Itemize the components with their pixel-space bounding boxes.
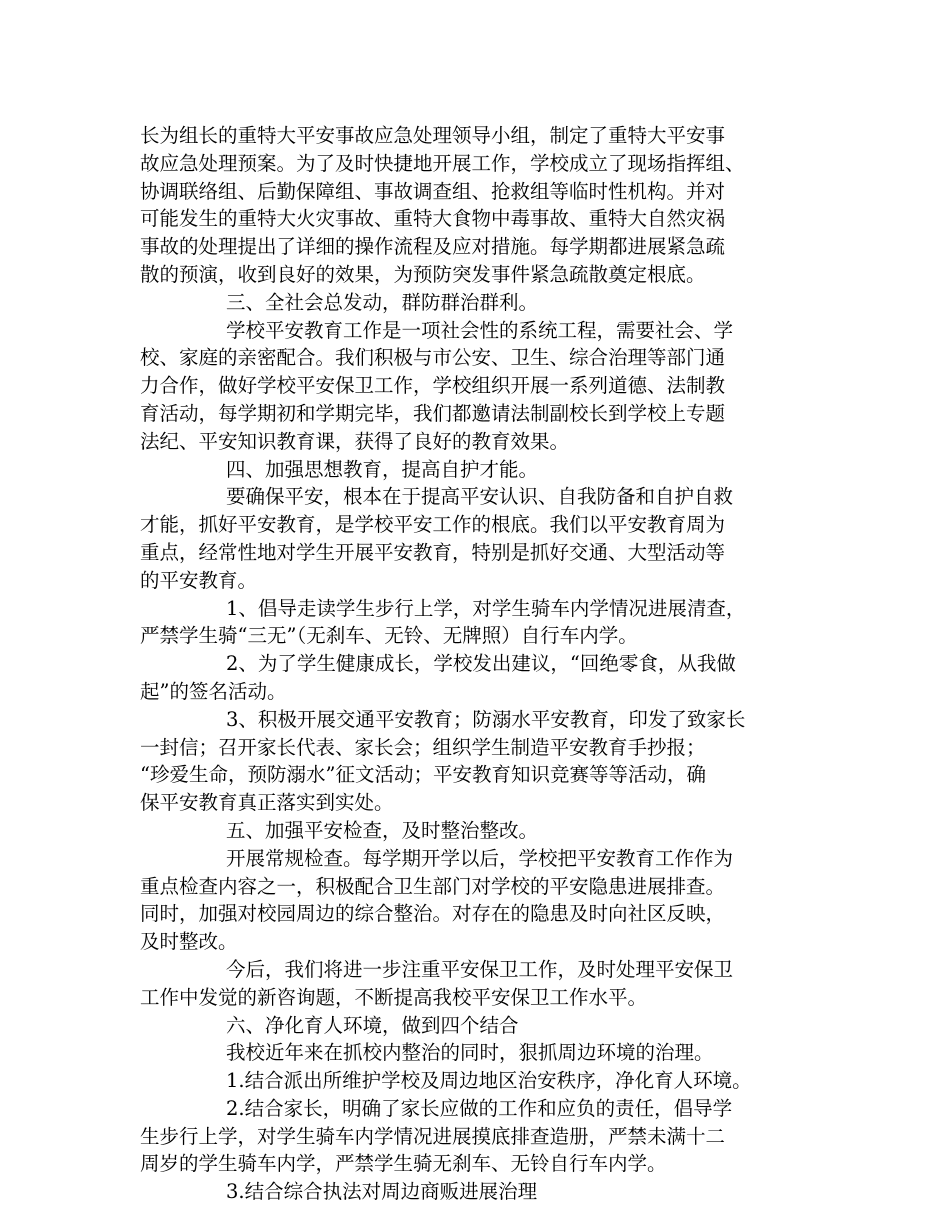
text-line: 长为组长的重特大平安事故应急处理领导小组，制定了重特大平安事 [140, 124, 726, 147]
text-line: 2、为了学生健康成长，学校发出建议，“回绝零食，从我做 [226, 652, 736, 676]
text-line: 要确保平安，根本在于提高平安认识、自我防备和自护自救 [226, 485, 734, 509]
text-line: 协调联络组、后勤保障组、事故调查组、抢救组等临时性机构。并对 [140, 179, 726, 203]
text-line: 重点，经常性地对学生开展平安教育，特别是抓好交通、大型活动等 [140, 540, 726, 564]
text-line: 故应急处理预案。为了及时快捷地开展工作，学校成立了现场指挥组、 [140, 151, 745, 175]
document-page [140, 122, 830, 1206]
text-line: 可能发生的重特大火灾事故、重特大食物中毒事故、重特大自然灾祸 [140, 207, 726, 231]
text-line: 及时整改。 [140, 930, 238, 954]
text-line: 3.结合综合执法对周边商贩进展治理 [226, 1180, 538, 1204]
text-line: 同时，加强对校园周边的综合整治。对存在的隐患及时向社区反映， [140, 902, 726, 926]
text-line: 今后，我们将进一步注重平安保卫工作，及时处理平安保卫 [226, 957, 734, 981]
text-line: 的平安教育。 [140, 568, 258, 592]
text-line: 工作中发觉的新咨询题，不断提高我校平安保卫工作水平。 [140, 985, 648, 1009]
text-line: 五、加强平安检查，及时整治整改。 [226, 818, 539, 842]
text-line: 事故的处理提出了详细的操作流程及应对措施。每学期都进展紧急疏 [140, 235, 726, 259]
text-line: 才能，抓好平安教育，是学校平安工作的根底。我们以平安教育周为 [140, 513, 726, 537]
text-line: 严禁学生骑“三无”（无刹车、无铃、无牌照）自行车内学。 [140, 624, 638, 648]
text-line: 开展常规检查。每学期开学以后，学校把平安教育工作作为 [226, 846, 734, 870]
text-line: 六、净化育人环境，做到四个结合 [226, 1013, 519, 1037]
text-line: 力合作，做好学校平安保卫工作，学校组织开展一系列道德、法制教 [140, 374, 726, 398]
text-line: 生步行上学，对学生骑车内学情况进展摸底排查造册，严禁未满十二 [140, 1124, 726, 1148]
text-line: 一封信；召开家长代表、家长会；组织学生制造平安教育手抄报； [140, 735, 706, 759]
text-line: 3、积极开展交通平安教育；防溺水平安教育，印发了致家长 [226, 707, 746, 731]
text-line: 周岁的学生骑车内学，严禁学生骑无刹车、无铃自行车内学。 [140, 1152, 667, 1176]
text-line: 重点检查内容之一，积极配合卫生部门对学校的平安隐患进展排查。 [140, 874, 726, 898]
text-line: 保平安教育真正落实到实处。 [140, 791, 394, 815]
text-line: 1.结合派出所维护学校及周边地区治安秩序，净化育人环境。 [226, 1069, 752, 1093]
text-line: 四、加强思想教育，提高自护才能。 [226, 457, 539, 481]
text-line: 起”的签名活动。 [140, 679, 287, 703]
text-line: 育活动，每学期初和学期完毕，我们都邀请法制副校长到学校上专题 [140, 401, 726, 425]
text-line: 2.结合家长，明确了家长应做的工作和应负的责任，倡导学 [226, 1096, 733, 1120]
text-line: “珍爱生命，预防溺水”征文活动；平安教育知识竞赛等等活动，确 [140, 763, 706, 787]
text-line: 三、全社会总发动，群防群治群利。 [226, 290, 539, 314]
text-line: 1、倡导走读学生步行上学，对学生骑车内学情况进展清查， [226, 596, 746, 620]
text-line: 法纪、平安知识教育课，获得了良好的教育效果。 [140, 429, 570, 453]
text-line: 散的预演，收到良好的效果，为预防突发事件紧急疏散奠定根底。 [140, 262, 706, 286]
text-line: 校、家庭的亲密配合。我们积极与市公安、卫生、综合治理等部门通 [140, 346, 726, 370]
text-line: 学校平安教育工作是一项社会性的系统工程，需要社会、学 [226, 318, 734, 342]
text-line: 我校近年来在抓校内整治的同时，狠抓周边环境的治理。 [226, 1041, 714, 1065]
